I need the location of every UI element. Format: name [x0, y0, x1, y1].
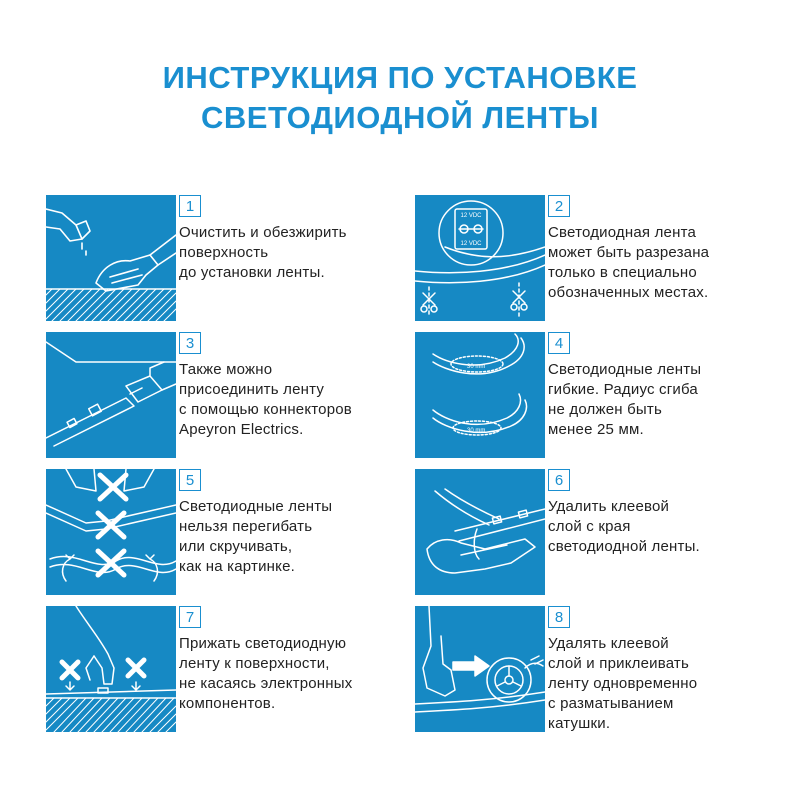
step-5-line: Светодиодные ленты [179, 498, 333, 515]
step-8-line: Удалять клеевой [548, 635, 669, 652]
step-number-5: 5 [179, 469, 201, 491]
step-7-line: ленту к поверхности, [179, 655, 330, 672]
step-number-4: 4 [548, 332, 570, 354]
step-3-line: с помощью коннекторов [179, 401, 352, 418]
step-1-line: Очистить и обезжирить [179, 224, 347, 241]
connector-icon [46, 332, 176, 458]
step-5-line: как на картинке. [179, 558, 295, 575]
cut-mark-label: 12 VDC [460, 213, 482, 219]
radius-label: 30 mm [467, 364, 486, 370]
step-2-line: только в специально [548, 264, 697, 281]
step-6-line: Удалить клеевой [548, 498, 670, 515]
unroll-reel-icon [415, 606, 545, 732]
step-7-line: не касаясь электронных [179, 675, 353, 692]
step-text-5 [179, 497, 419, 577]
step-text-1 [179, 223, 419, 283]
step-2 [415, 195, 795, 321]
step-1-line: поверхность [179, 244, 269, 261]
step-text-2 [548, 223, 788, 303]
no-bend-icon [46, 469, 176, 595]
bend-radius-icon [415, 332, 545, 458]
step-8-line: ленту одновременно [548, 675, 698, 692]
step-7 [46, 606, 426, 732]
step-6-line: слой с края [548, 518, 631, 535]
step-1 [46, 195, 426, 321]
step-4-line: Светодиодные ленты [548, 361, 702, 378]
step-2-line: Светодиодная лента [548, 224, 697, 241]
scissors-cut-icon [415, 195, 545, 321]
step-5 [46, 469, 426, 595]
step-4-line: менее 25 мм. [548, 421, 644, 438]
cleaning-hand-icon [46, 195, 176, 321]
step-8-line: с разматыванием [548, 695, 674, 712]
step-8-line: катушки. [548, 715, 611, 732]
step-text-3 [179, 360, 419, 440]
step-6-line: светодиодной ленты. [548, 538, 700, 555]
step-number-8: 8 [548, 606, 570, 628]
step-2-line: обозначенных местах. [548, 284, 709, 301]
step-2-line: может быть разрезана [548, 244, 710, 261]
step-text-4 [548, 360, 788, 440]
step-3-line: Также можно [179, 361, 273, 378]
step-6 [415, 469, 795, 595]
page-title [0, 58, 800, 138]
step-8 [415, 606, 795, 732]
peel-adhesive-icon [415, 469, 545, 595]
press-strip-icon [46, 606, 176, 732]
step-4-line: не должен быть [548, 401, 662, 418]
radius-label: 30 mm [467, 428, 486, 434]
step-number-1: 1 [179, 195, 201, 217]
step-3-line: присоединить ленту [179, 381, 325, 398]
cut-mark-label: 12 VDC [460, 241, 482, 247]
step-text-6 [548, 497, 788, 557]
step-5-line: нельзя перегибать [179, 518, 313, 535]
step-text-8 [548, 634, 788, 734]
step-text-7 [179, 634, 419, 714]
step-number-2: 2 [548, 195, 570, 217]
step-5-line: или скручивать, [179, 538, 293, 555]
step-7-line: компонентов. [179, 695, 276, 712]
step-3-line: Apeyron Electrics. [179, 421, 304, 438]
step-number-6: 6 [548, 469, 570, 491]
step-number-3: 3 [179, 332, 201, 354]
step-7-line: Прижать светодиодную [179, 635, 347, 652]
title-line-1: ИНСТРУКЦИЯ ПО УСТАНОВКЕ [162, 60, 638, 95]
step-3 [46, 332, 426, 458]
step-1-line: до установки ленты. [179, 264, 325, 281]
step-8-line: слой и приклеивать [548, 655, 690, 672]
step-4-line: гибкие. Радиус сгиба [548, 381, 698, 398]
step-4 [415, 332, 795, 458]
step-number-7: 7 [179, 606, 201, 628]
title-line-2: СВЕТОДИОДНОЙ ЛЕНТЫ [201, 100, 599, 135]
